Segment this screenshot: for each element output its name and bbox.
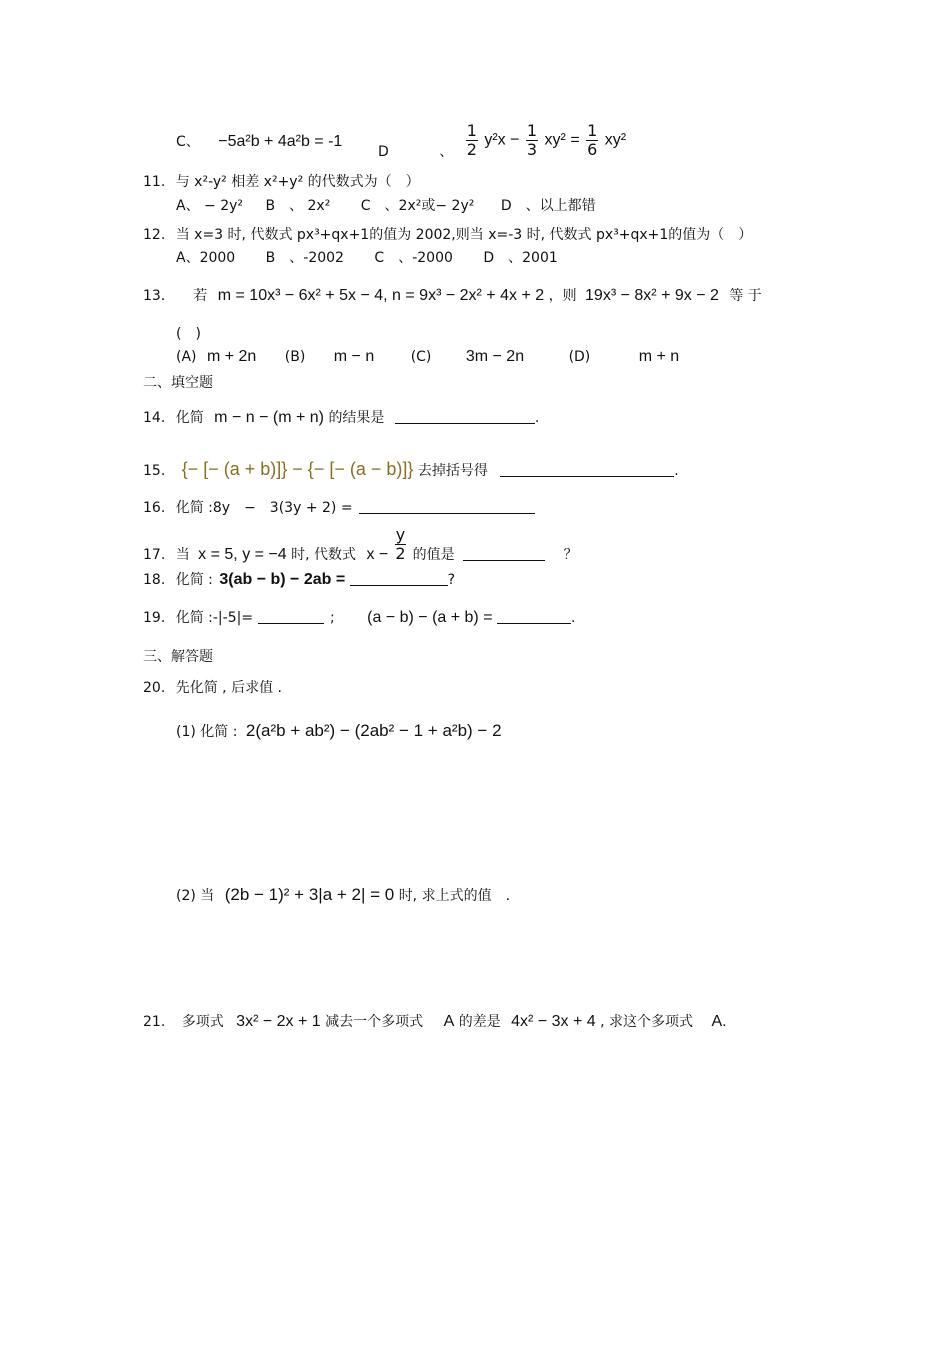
q12-options (176, 249, 558, 267)
option-label: D (378, 143, 389, 160)
answer-blank[interactable] (350, 571, 448, 586)
q19: 19. 化简 :-|-5|= ; (a − b) − (a + b) = . (143, 609, 576, 626)
q10-option-c (176, 133, 342, 151)
option-b: B 、-2002 (265, 250, 344, 266)
option-d: m + n (638, 348, 680, 365)
answer-blank[interactable] (395, 409, 535, 424)
q12-stem: 12. 当 x=3 时, 代数式 px³+qx+1的值为 2002,则当 x=-3 时, 代数式 px³+qx+1的值为（ ） (143, 227, 753, 243)
answer-blank[interactable] (463, 546, 545, 561)
q17: 17. 当 x = 5, y = −4 时, 代数式 x − $\frac{y}{2}$ 的值是 ？ (143, 525, 578, 563)
q13-stem: 13． 若 m = 10x³ − 6x² + 5x − 4, n = 9x³ − 2x² + 4x + 2 ，则 19x³ − 8x² + 9x − 2 等 于 (143, 287, 762, 304)
q20-part2: (2) 当 (2b − 1)² + 3|a + 2| = 0 时, 求上式的值 . (176, 885, 511, 904)
option-d: D 、2001 (483, 250, 558, 266)
answer-blank[interactable] (497, 609, 571, 624)
q15: 15. {− [− (a + b)]} − {− [− (a − b)]} 去掉括号得 . (143, 459, 679, 479)
option-b: B 、 2x² (265, 198, 331, 214)
option-a: m + 2n (206, 348, 257, 365)
answer-blank[interactable] (500, 462, 674, 477)
q20-part1: (1) 化简 : 2(a²b + ab²) − (2ab² − 1 + a²b) − 2 (176, 721, 502, 740)
q10-option-d: D 、 $\frac{1}{2}$ y²x − $\frac{1}{3}$ xy² = $\frac{1}{6}$ xy² (378, 121, 627, 160)
q13-options: (A) m + 2n (B) m − n (C) 3m − 2n (D) m + n (176, 348, 680, 365)
option-c: 3m − 2n (465, 348, 525, 365)
section-heading-fill-in: 二、填空题 (143, 375, 213, 391)
option-expression: −5a²b + 4a²b = -1 (218, 133, 343, 150)
option-c: C 、2x²或− 2y² (360, 198, 475, 214)
option-a: A、2000 (176, 250, 236, 266)
option-c: C 、-2000 (374, 250, 453, 266)
option-d: D 、以上都错 (500, 198, 596, 214)
q11-stem: 11. 与 x²-y² 相差 x²+y² 的代数式为（ ） (143, 174, 420, 190)
q20-stem: 20. 先化简 , 后求值 . (143, 680, 282, 696)
option-a: A、 − 2y² (176, 198, 244, 214)
q21: 21. 多项式 3x² − 2x + 1 减去一个多项式 A 的差是 4x² − 3x + 4 , 求这个多项式 A. (143, 1013, 727, 1030)
answer-blank[interactable] (258, 609, 324, 624)
section-heading-solve: 三、解答题 (143, 649, 213, 665)
option-b: m − n (333, 348, 375, 365)
answer-blank[interactable] (359, 499, 535, 514)
option-label: C、 (176, 134, 200, 150)
q18: 18. 化简 : 3(ab − b) − 2ab = ? (143, 571, 456, 588)
q16: 16. 化简 :8y − 3(3y + 2) = (143, 499, 535, 517)
q13-paren: ( ) (176, 326, 201, 342)
q11-options (176, 197, 596, 215)
q14: 14. 化简 m − n − (m + n) 的结果是 . (143, 409, 540, 426)
